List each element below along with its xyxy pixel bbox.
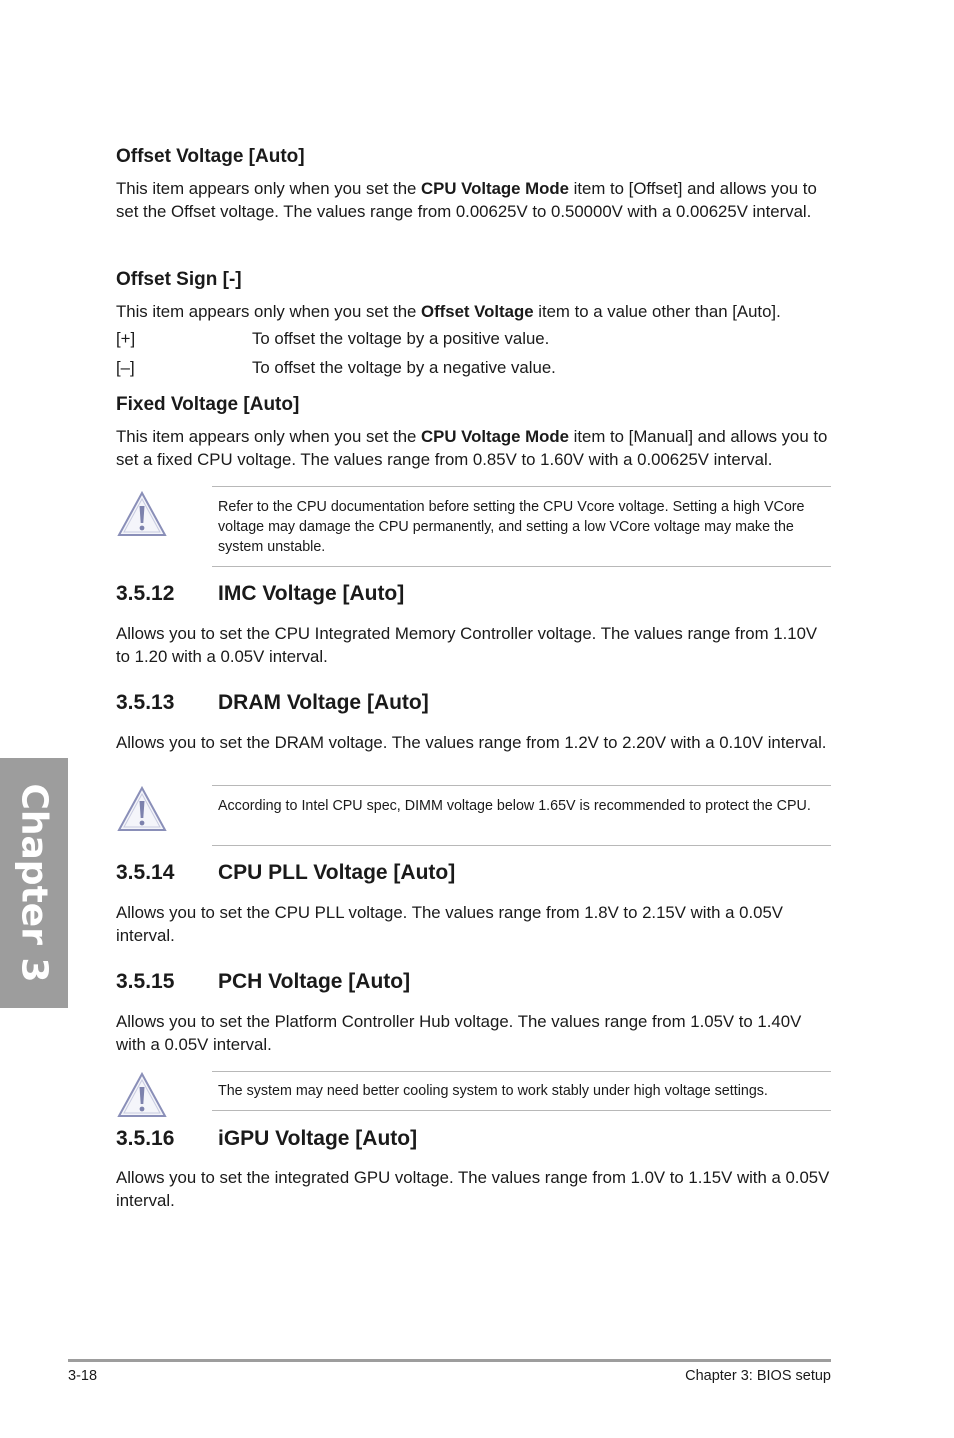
section-body-igpu-voltage: Allows you to set the integrated GPU voltage. The values range from 1.0V to 1.15V with a 0.05V interval. <box>116 1168 830 1210</box>
caution-note <box>116 785 831 846</box>
footer-chapter-title: Chapter 3: BIOS setup <box>685 1368 831 1384</box>
offset-voltage-description: This item appears only when you set the CPU Voltage Mode item to [Offset] and allows you to set the Offset voltage. The values range from 0.00625V to 0.50000V with a 0.00625V interval. <box>116 179 817 221</box>
chapter-side-tab <box>0 758 68 1008</box>
note-rule-top <box>212 1071 831 1072</box>
caution-note <box>116 486 831 567</box>
section-heading-igpu-voltage: 3.5.16 iGPU Voltage [Auto] <box>116 1127 418 1150</box>
option-row-positive <box>116 328 549 350</box>
note-rule-top <box>212 785 831 786</box>
offset-sign-heading: Offset Sign [-] <box>116 269 242 290</box>
note-rule-bottom <box>212 1110 831 1111</box>
note-text: Refer to the CPU documentation before setting the CPU Vcore voltage. Setting a high VCore voltage may damage the CPU permanently, and setting a low VCore voltage may make the system unstable. <box>218 499 805 555</box>
section-body-cpu-pll-voltage: Allows you to set the CPU PLL voltage. The values range from 1.8V to 2.15V with a 0.05V interval. <box>116 903 783 945</box>
note-rule-bottom <box>212 845 831 846</box>
note-text: The system may need better cooling system to work stably under high voltage settings. <box>218 1083 768 1099</box>
warning-icon <box>116 490 168 538</box>
option-row-negative <box>116 357 556 379</box>
option-desc: To offset the voltage by a positive value. <box>252 329 550 348</box>
footer-rule <box>68 1359 831 1362</box>
section-heading-pch-voltage: 3.5.15 PCH Voltage [Auto] <box>116 970 411 993</box>
offset-voltage-heading: Offset Voltage [Auto] <box>116 146 305 167</box>
section-body-dram-voltage: Allows you to set the DRAM voltage. The values range from 1.2V to 2.20V with a 0.10V interval. <box>116 733 827 752</box>
option-key: [+] <box>116 329 136 348</box>
warning-icon <box>116 1071 168 1119</box>
section-heading-cpu-pll-voltage: 3.5.14 CPU PLL Voltage [Auto] <box>116 861 456 884</box>
section-body-pch-voltage: Allows you to set the Platform Controller Hub voltage. The values range from 1.05V to 1.40V with a 0.05V interval. <box>116 1012 802 1054</box>
fixed-voltage-description: This item appears only when you set the CPU Voltage Mode item to [Manual] and allows you to set a fixed CPU voltage. The values range from 0.85V to 1.60V with a 0.00625V interval. <box>116 427 828 469</box>
section-heading-imc-voltage: 3.5.12 IMC Voltage [Auto] <box>116 582 405 605</box>
caution-note <box>116 1071 831 1111</box>
fixed-voltage-heading: Fixed Voltage [Auto] <box>116 394 300 415</box>
note-rule-top <box>212 486 831 487</box>
option-desc: To offset the voltage by a negative value. <box>252 358 556 377</box>
note-rule-bottom <box>212 566 831 567</box>
chapter-tab-label: Chapter 3 <box>13 783 55 983</box>
offset-sign-description: This item appears only when you set the Offset Voltage item to a value other than [Auto]. <box>116 302 781 321</box>
footer-page-number: 3-18 <box>68 1368 98 1384</box>
section-body-imc-voltage: Allows you to set the CPU Integrated Memory Controller voltage. The values range from 1.10V to 1.20 with a 0.05V interval. <box>116 624 818 666</box>
warning-icon <box>116 785 168 833</box>
section-heading-dram-voltage: 3.5.13 DRAM Voltage [Auto] <box>116 691 429 714</box>
option-key: [–] <box>116 358 135 377</box>
note-text: According to Intel CPU spec, DIMM voltage below 1.65V is recommended to protect the CPU. <box>218 798 811 814</box>
